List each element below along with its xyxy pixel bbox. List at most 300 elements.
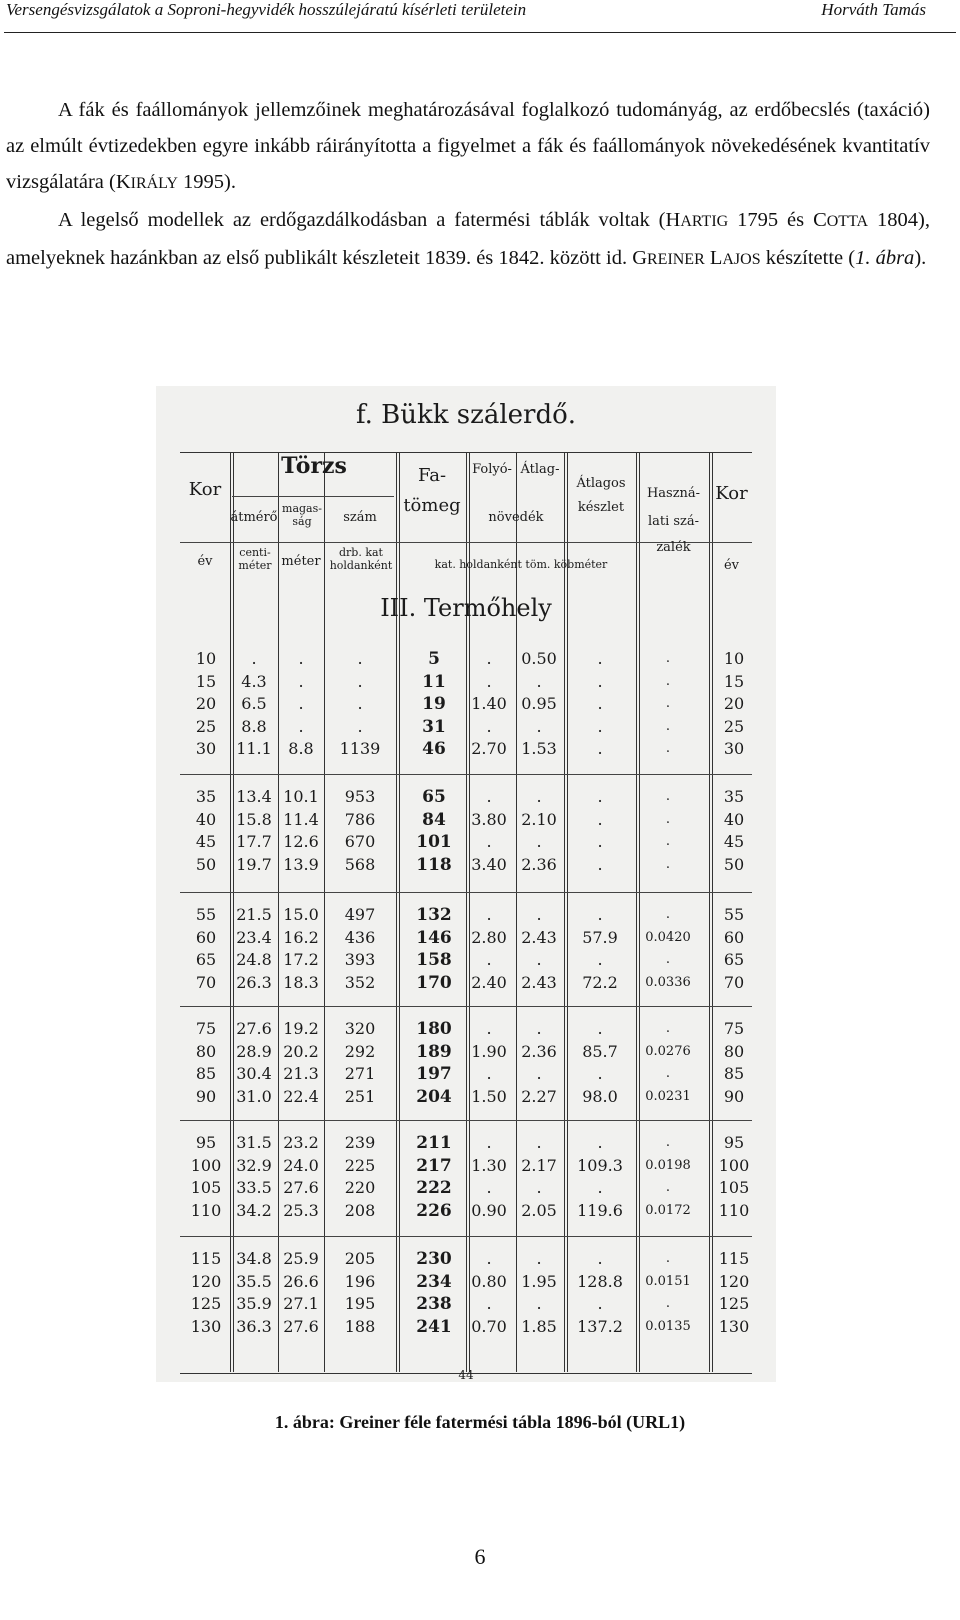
table-cell: . [298, 716, 304, 736]
table-cell: 90 [195, 1086, 217, 1106]
table-cell: 0.70 [471, 1316, 507, 1336]
table-cell: 95 [723, 1133, 745, 1152]
table-cell: 75 [723, 1019, 745, 1038]
table-row [180, 693, 752, 716]
table-row [180, 738, 752, 761]
table-row [180, 809, 752, 832]
table-cell: . [298, 694, 304, 714]
table-cell: 4.3 [241, 671, 267, 691]
table-cell: 50 [195, 854, 217, 874]
table-cell: 197 [416, 1064, 452, 1085]
table-cell: 0.50 [521, 649, 557, 668]
header-fatomeg-1: Fa- [417, 465, 447, 486]
table-cell: 15 [195, 671, 217, 691]
table-cell: 132 [416, 905, 452, 925]
table-row [180, 1293, 752, 1316]
table-cell: 10.1 [283, 787, 319, 806]
table-cell: 26.3 [236, 972, 272, 992]
table-cell: 0.90 [471, 1200, 507, 1220]
author-greiner: GREINER LAJOS [632, 247, 761, 269]
table-cell: . [665, 1251, 671, 1266]
table-row [180, 1155, 752, 1178]
running-header [4, 0, 956, 33]
table-cell: 109.3 [577, 1155, 623, 1175]
table-row [180, 1177, 752, 1200]
table-cell: 238 [416, 1294, 452, 1315]
table-cell: 125 [718, 1294, 750, 1314]
table-cell: 36.3 [236, 1316, 272, 1336]
table-cell: 18.3 [283, 972, 319, 992]
table-row [180, 1063, 752, 1086]
table-cell: 115 [718, 1249, 750, 1268]
scanned-yield-table [156, 386, 776, 1382]
header-atlagos-2: készlet [577, 500, 625, 515]
table-row [180, 1200, 752, 1223]
header-rule [232, 496, 394, 497]
table-cell: 8.8 [288, 739, 314, 759]
table-cell: 271 [344, 1064, 376, 1084]
unit-meter: méter [281, 554, 321, 569]
table-cell: . [486, 1019, 492, 1038]
table-cell: . [665, 1021, 671, 1036]
table-cell: 57.9 [582, 927, 618, 947]
table-cell: 65 [422, 787, 446, 807]
table-cell: 101 [416, 832, 452, 853]
table-cell: 55 [195, 905, 217, 924]
table-row [180, 1248, 752, 1271]
table-cell: . [536, 1019, 542, 1038]
group-divider [180, 1120, 752, 1121]
table-cell: 35 [723, 787, 745, 806]
table-cell: 251 [344, 1086, 376, 1106]
table-cell: 2.70 [471, 739, 507, 759]
table-cell: 170 [416, 972, 452, 993]
table-cell: 30.4 [236, 1064, 272, 1084]
table-cell: 2.17 [521, 1155, 557, 1175]
table-cell: 25.3 [283, 1200, 319, 1220]
table-cell: . [597, 1064, 603, 1084]
table-cell: 10 [723, 649, 745, 668]
header-kor-right: Kor [715, 483, 748, 504]
table-cell: . [597, 950, 603, 970]
table-cell: . [486, 716, 492, 736]
table-cell: . [597, 1133, 603, 1152]
table-cell: . [536, 832, 542, 852]
table-row [180, 831, 752, 854]
table-cell: 85 [195, 1064, 217, 1084]
table-cell: . [597, 832, 603, 852]
header-kor: Kor [188, 479, 222, 500]
table-cell: 1.50 [471, 1086, 507, 1106]
table-cell: . [357, 671, 363, 691]
table-cell: 1.90 [471, 1041, 507, 1061]
table-row [180, 1132, 752, 1155]
table-cell: . [536, 1064, 542, 1084]
table-cell: 35 [195, 787, 217, 806]
group-divider [180, 1006, 752, 1007]
table-cell: . [665, 907, 671, 922]
table-cell: 22.4 [283, 1086, 319, 1106]
table-cell: . [486, 950, 492, 970]
table-cell: 31.0 [236, 1086, 272, 1106]
table-cell: 90 [723, 1086, 745, 1106]
header-torzs: Törzs [281, 453, 347, 479]
table-cell: . [536, 1294, 542, 1314]
table-cell: 85 [723, 1064, 745, 1084]
table-cell: 85.7 [582, 1041, 618, 1061]
unit-centimeter: centi-méter [238, 546, 272, 572]
table-cell: 110 [718, 1200, 750, 1220]
table-cell: . [597, 1294, 603, 1314]
table-cell: 27.6 [283, 1316, 319, 1336]
table-cell: 60 [195, 927, 217, 947]
table-cell: 55 [723, 905, 745, 924]
table-cell: . [597, 1019, 603, 1038]
table-cell: . [536, 950, 542, 970]
table-cell: . [486, 787, 492, 806]
table-cell: . [486, 649, 492, 668]
table-row [180, 648, 752, 671]
table-cell: . [665, 1135, 671, 1150]
table-cell: 568 [344, 854, 376, 874]
table-cell: 2.10 [521, 809, 557, 829]
table-cell: 0.80 [471, 1271, 507, 1291]
table-cell: 786 [344, 809, 376, 829]
table-cell: 393 [344, 950, 376, 970]
table-cell: 34.8 [236, 1249, 272, 1268]
table-group [180, 648, 752, 761]
table-cell: 292 [344, 1041, 376, 1061]
table-cell: 119.6 [577, 1200, 623, 1220]
table-cell: . [665, 789, 671, 804]
table-row [180, 786, 752, 809]
table-cell: 0.0172 [645, 1202, 691, 1218]
table-cell: 25 [723, 716, 745, 736]
table-cell: 72.2 [582, 972, 618, 992]
table-cell: 19 [422, 694, 446, 715]
table-row [180, 1041, 752, 1064]
table-cell: 17.7 [236, 832, 272, 852]
table-cell: 1.95 [521, 1271, 557, 1291]
table-cell: 320 [344, 1019, 376, 1038]
table-cell: 65 [195, 950, 217, 970]
table-cell: 60 [723, 927, 745, 947]
table-cell: 130 [190, 1316, 222, 1336]
table-cell: 2.36 [521, 1041, 557, 1061]
table-cell: 45 [723, 832, 745, 852]
table-cell: 19.7 [236, 854, 272, 874]
table-row [180, 1316, 752, 1339]
table-cell: 40 [723, 809, 745, 829]
table-cell: 80 [723, 1041, 745, 1061]
table-cell: 0.0336 [645, 974, 691, 990]
table-cell: . [486, 1178, 492, 1198]
table-row [180, 1271, 752, 1294]
table-cell: 3.80 [471, 809, 507, 829]
table-cell: 0.0231 [645, 1088, 691, 1104]
table-cell: . [486, 1294, 492, 1314]
header-author: Horváth Tamás [821, 0, 926, 19]
table-cell: 23.2 [283, 1133, 319, 1152]
table-cell: . [665, 696, 671, 712]
table-row [180, 904, 752, 927]
table-cell: 95 [195, 1133, 217, 1152]
table-cell: . [665, 651, 671, 666]
table-cell: 25 [195, 716, 217, 736]
table-cell: . [357, 716, 363, 736]
table-cell: 125 [190, 1294, 222, 1314]
table-cell: 234 [416, 1271, 452, 1292]
table-cell: 20 [195, 694, 217, 714]
table-cell: . [486, 1249, 492, 1268]
group-divider [180, 892, 752, 893]
table-cell: 8.8 [241, 716, 267, 736]
table-cell: 239 [344, 1133, 376, 1152]
table-cell: 17.2 [283, 950, 319, 970]
header-szam: szám [343, 510, 377, 525]
table-cell: 118 [416, 854, 452, 875]
table-cell: . [597, 649, 603, 668]
table-cell: 33.5 [236, 1178, 272, 1198]
table-cell: 26.6 [283, 1271, 319, 1291]
table-cell: 195 [344, 1294, 376, 1314]
table-cell: 180 [416, 1019, 452, 1039]
table-group [180, 904, 752, 994]
table-cell: 30 [195, 739, 217, 759]
table-cell: 120 [190, 1271, 222, 1291]
table-cell: . [597, 671, 603, 691]
table-cell: 222 [416, 1178, 452, 1199]
table-cell: 10 [195, 649, 217, 668]
citation-kiraly: KIRÁLY [115, 171, 178, 193]
table-cell: 204 [416, 1086, 452, 1107]
table-cell: . [486, 905, 492, 924]
table-cell: 1139 [339, 739, 381, 759]
table-cell: 352 [344, 972, 376, 992]
table-cell: 28.9 [236, 1041, 272, 1061]
table-cell: . [665, 741, 671, 757]
table-group [180, 1132, 752, 1222]
table-cell: 100 [718, 1155, 750, 1175]
table-cell: 13.9 [283, 854, 319, 874]
table-cell: 15.0 [283, 905, 319, 924]
table-cell: 220 [344, 1178, 376, 1198]
group-divider [180, 774, 752, 775]
header-hasznalati-3: zalék [656, 540, 691, 555]
unit-kat-holdankent: kat. holdanként töm. köbméter [434, 558, 608, 571]
table-cell: . [597, 787, 603, 806]
table-cell: 75 [195, 1019, 217, 1038]
table-cell: 1.53 [521, 739, 557, 759]
group-divider [180, 1236, 752, 1237]
table-cell: 5 [428, 649, 440, 669]
table-cell: 46 [422, 739, 446, 760]
table-cell: . [597, 905, 603, 924]
table-title: f. Bükk szálerdő. [355, 400, 577, 430]
table-cell: 188 [344, 1316, 376, 1336]
table-cell: 24.0 [283, 1155, 319, 1175]
table-cell: . [298, 671, 304, 691]
table-cell: 2.05 [521, 1200, 557, 1220]
table-cell: 670 [344, 832, 376, 852]
table-cell: 0.0276 [645, 1043, 691, 1059]
paragraph-1: A fák és faállományok jellemzőinek meghatározásával foglalkozó tudományág, az erdőbecslés (taxáció) az elmúlt évtizedekben egyre inkább ráirányította a figyelmet a fák és faállományok növekedésének kvantitatív vizsgálatára (KIRÁLY 1995). [6, 99, 930, 193]
table-cell: . [665, 718, 671, 734]
table-cell: . [665, 952, 671, 968]
table-cell: . [665, 1296, 671, 1312]
table-cell: 11 [422, 671, 446, 692]
header-atlagos-1: Átlagos [576, 476, 626, 491]
table-cell: 0.0151 [645, 1273, 691, 1289]
table-cell: 16.2 [283, 927, 319, 947]
table-cell: 2.36 [521, 854, 557, 874]
table-cell: 70 [195, 972, 217, 992]
table-cell: 11.4 [283, 809, 319, 829]
table-cell: 50 [723, 854, 745, 874]
header-novedek: növedék [488, 510, 544, 525]
table-cell: 24.8 [236, 950, 272, 970]
scan-page-number: 44 [458, 1368, 474, 1382]
table-cell: . [486, 832, 492, 852]
table-cell: 130 [718, 1316, 750, 1336]
table-cell: 120 [718, 1271, 750, 1291]
table-cell: 32.9 [236, 1155, 272, 1175]
table-cell: 27.6 [236, 1019, 272, 1038]
table-group [180, 786, 752, 876]
table-cell: 98.0 [582, 1086, 618, 1106]
table-cell: 2.40 [471, 972, 507, 992]
table-cell: . [536, 671, 542, 691]
header-hasznalati-2: lati szá- [647, 514, 700, 529]
table-cell: 158 [416, 950, 452, 971]
table-cell: . [597, 716, 603, 736]
table-cell: 40 [195, 809, 217, 829]
table-cell: 0.95 [521, 694, 557, 714]
table-cell: 208 [344, 1200, 376, 1220]
table-row [180, 972, 752, 995]
table-cell: 15 [723, 671, 745, 691]
table-cell: 65 [723, 950, 745, 970]
table-cell: . [536, 1133, 542, 1152]
table-cell: 211 [416, 1133, 452, 1153]
table-cell: 225 [344, 1155, 376, 1175]
section-termohely: III. Termőhely [380, 594, 552, 622]
header-hasznalati-1: Haszná- [646, 486, 701, 501]
table-cell: 115 [190, 1249, 222, 1268]
unit-drb: drb. kat holdanként [329, 546, 393, 572]
table-cell: . [251, 649, 257, 668]
table-cell: 13.4 [236, 787, 272, 806]
table-cell: 20 [723, 694, 745, 714]
table-cell: . [536, 1178, 542, 1198]
table-cell: 3.40 [471, 854, 507, 874]
table-cell: . [665, 834, 671, 850]
citation-cotta: COTTA [813, 209, 869, 231]
table-cell: 230 [416, 1249, 452, 1269]
table-cell: 2.43 [521, 972, 557, 992]
table-cell: 11.1 [236, 739, 272, 759]
body-text [6, 92, 930, 278]
table-cell: 20.2 [283, 1041, 319, 1061]
header-title: Versengésvizsgálatok a Soproni-hegyvidék hosszúlejáratú kísérleti területein [6, 0, 527, 19]
table-cell: 100 [190, 1155, 222, 1175]
table-cell: 137.2 [577, 1316, 623, 1336]
table-cell: 31 [422, 716, 446, 737]
table-cell: 953 [344, 787, 376, 806]
table-cell: 27.6 [283, 1178, 319, 1198]
table-row [180, 927, 752, 950]
citation-hartig: HARTIG [665, 209, 729, 231]
table-row [180, 854, 752, 877]
table-cell: . [298, 649, 304, 668]
table-cell: . [536, 1249, 542, 1268]
table-cell: . [597, 1178, 603, 1198]
unit-ev: év [197, 554, 213, 569]
table-cell: 217 [416, 1155, 452, 1176]
table-cell: 35.5 [236, 1271, 272, 1291]
table-cell: 105 [718, 1178, 750, 1198]
table-cell: . [597, 739, 603, 759]
table-cell: 110 [190, 1200, 222, 1220]
table-cell: . [536, 787, 542, 806]
table-cell: 146 [416, 927, 452, 948]
table-cell: . [597, 854, 603, 874]
table-cell: . [486, 1133, 492, 1152]
table-cell: 34.2 [236, 1200, 272, 1220]
table-cell: 27.1 [283, 1294, 319, 1314]
table-cell: 189 [416, 1041, 452, 1062]
table-cell: . [536, 905, 542, 924]
table-cell: 30 [723, 739, 745, 759]
paragraph-2: A legelső modellek az erdőgazdálkodásban a fatermési táblák voltak (HARTIG 1795 és COTTA 1804), amelyeknek hazánkban az első publikált készleteit 1839. és 1842. között id. GREINER LAJOS készítette (1. ábra). [6, 209, 930, 269]
table-row [180, 1086, 752, 1109]
table-row [180, 716, 752, 739]
table-group [180, 1018, 752, 1108]
table-cell: 205 [344, 1249, 376, 1268]
table-cell: . [665, 1066, 671, 1082]
table-cell: . [486, 671, 492, 691]
table-cell: 226 [416, 1200, 452, 1221]
header-folyo: Folyó- [472, 462, 512, 477]
table-cell: 45 [195, 832, 217, 852]
table-cell: 6.5 [241, 694, 267, 714]
table-cell: 196 [344, 1271, 376, 1291]
unit-ev-right: év [723, 558, 740, 573]
table-cell: . [536, 716, 542, 736]
table-cell: 2.80 [471, 927, 507, 947]
table-cell: 21.5 [236, 905, 272, 924]
table-cell: . [597, 694, 603, 714]
table-cell: 12.6 [283, 832, 319, 852]
table-cell: 241 [416, 1316, 452, 1337]
table-cell: . [597, 1249, 603, 1268]
table-cell: 436 [344, 927, 376, 947]
table-cell: . [665, 1180, 671, 1196]
table-cell: . [665, 811, 671, 827]
table-cell: 1.30 [471, 1155, 507, 1175]
table-cell: 31.5 [236, 1133, 272, 1152]
table-cell: 497 [344, 905, 376, 924]
header-magassag: magas-ság [282, 502, 322, 528]
table-cell: 1.85 [521, 1316, 557, 1336]
table-cell: 0.0135 [645, 1318, 691, 1334]
table-row [180, 671, 752, 694]
table-cell: . [597, 809, 603, 829]
table-row [180, 949, 752, 972]
table-cell: 84 [422, 809, 446, 830]
table-cell: 0.0420 [645, 929, 691, 945]
table-group [180, 1248, 752, 1338]
